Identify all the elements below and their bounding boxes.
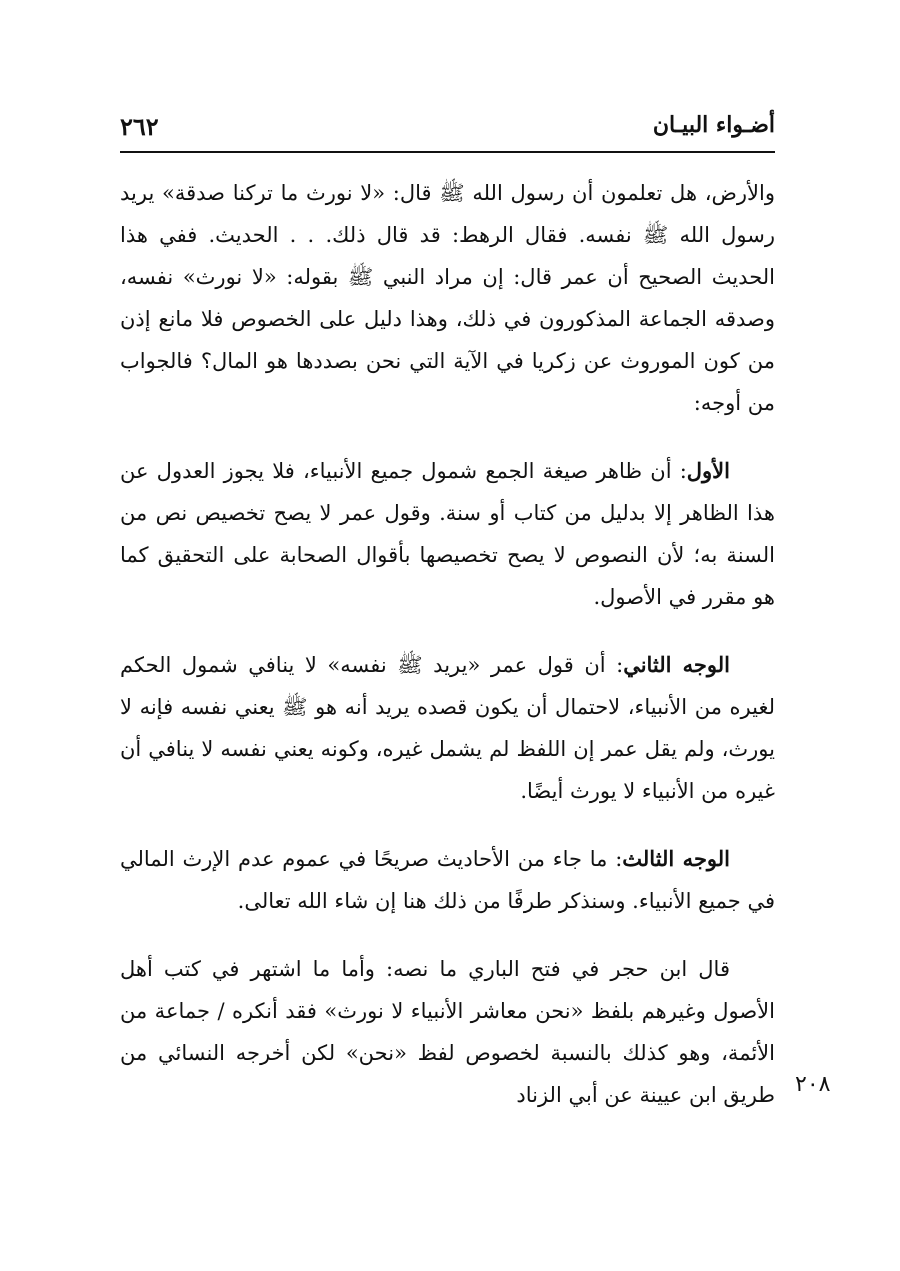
paragraph-first-answer bbox=[120, 450, 775, 618]
paragraph-text: : أن قول عمر «يريد ﷺ نفسه» لا ينافي شمول الحكم لغيره من الأنبياء، لاحتمال أن يكون قصده يريد أنه هو ﷺ يعني نفسه فإنه لا يورث، ولم يقل عمر إن اللفظ لم يشمل غيره، وكونه يعني نفسه لا ينافي أن غيره من الأنبياء لا يورث أيضًا. bbox=[120, 653, 775, 803]
book-title: أضـواء البيـان bbox=[652, 112, 775, 138]
header-rule bbox=[120, 151, 775, 153]
margin-page-number: ٢٠٨ bbox=[795, 1072, 831, 1097]
paragraph-text: قال ابن حجر في فتح الباري ما نصه: وأما ما اشتهر في كتب أهل الأصول وغيرهم بلفظ «نحن معاشر الأنبياء لا نورث» فقد أنكره / جماعة من الأئمة، وهو كذلك بالنسبة لخصوص لفظ «نحن» لكن أخرجه النسائي من طريق ابن عيينة عن أبي الزناد bbox=[120, 957, 775, 1107]
paragraph-text: والأرض، هل تعلمون أن رسول الله ﷺ قال: «لا نورث ما تركنا صدقة» يريد رسول الله ﷺ نفسه. فقال الرهط: قد قال ذلك. . . الحديث. ففي هذا الحديث الصحيح أن عمر قال: إن مراد النبي ﷺ بقوله: «لا نورث» نفسه، وصدقه الجماعة المذكورون في ذلك، وهذا دليل على الخصوص فلا مانع إذن من كون الموروث عن زكريا في الآية التي نحن بصددها هو المال؟ فالجواب من أوجه: bbox=[120, 181, 775, 415]
paragraph-second-answer bbox=[120, 644, 775, 812]
paragraph-lead: الوجه الثالث bbox=[622, 846, 731, 871]
paragraph-third-answer bbox=[120, 838, 775, 922]
text-body bbox=[120, 172, 775, 1116]
page-number: ٢٦٢ bbox=[120, 112, 159, 141]
paragraph-continuation bbox=[120, 172, 775, 424]
paragraph-text: : ما جاء من الأحاديث صريحًا في عموم عدم الإرث المالي في جميع الأنبياء. وسنذكر طرفًا من ذلك هنا إن شاء الله تعالى. bbox=[120, 847, 775, 913]
paragraph-lead: الوجه الثاني bbox=[623, 652, 730, 677]
running-header bbox=[120, 112, 775, 152]
paragraph-text: : أن ظاهر صيغة الجمع شمول جميع الأنبياء، فلا يجوز العدول عن هذا الظاهر إلا بدليل من كتاب أو سنة. وقول عمر لا يصح تخصيص نص من السنة به؛ لأن النصوص لا يصح تخصيصها بأقوال الصحابة على التحقيق كما هو مقرر في الأصول. bbox=[120, 459, 775, 609]
paragraph-lead: الأول bbox=[686, 458, 730, 483]
paragraph-ibn-hajar-quote bbox=[120, 948, 775, 1116]
